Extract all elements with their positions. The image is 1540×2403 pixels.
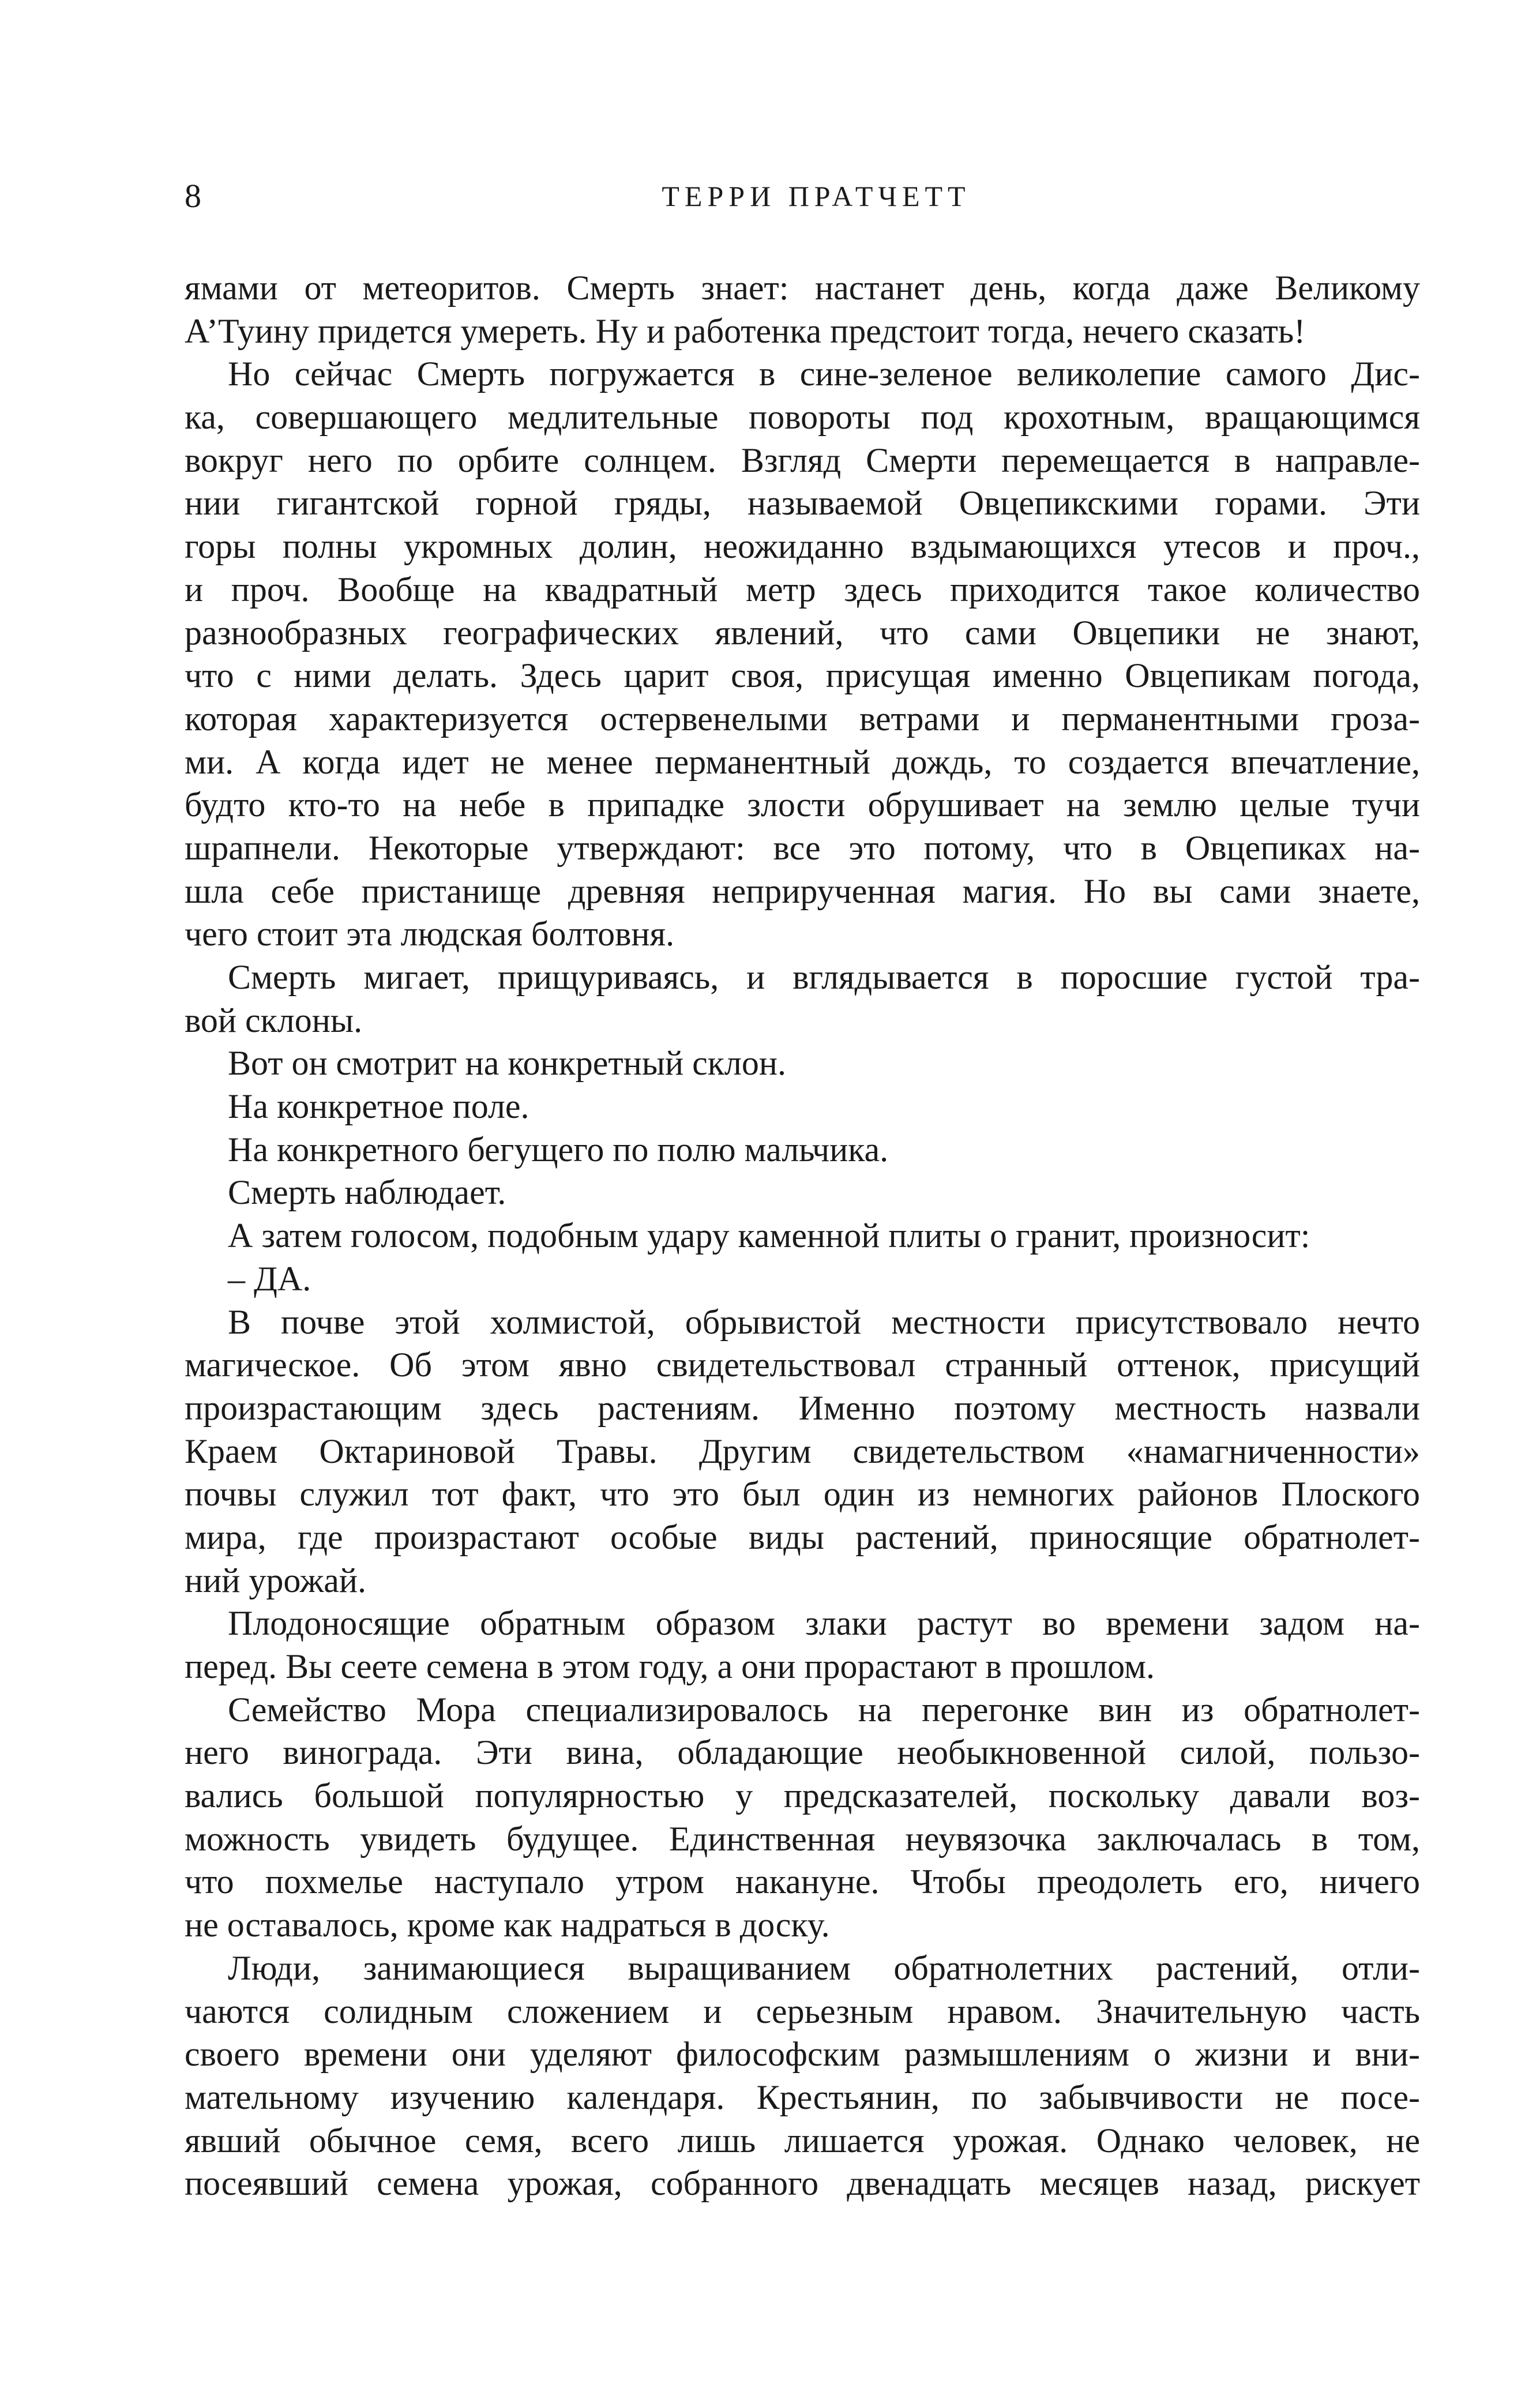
- text-line: ми. А когда идет не менее перманентный дождь, то создается впечатление,: [185, 742, 1420, 781]
- page-number: 8: [185, 177, 201, 215]
- text-line: перед. Вы сеете семена в этом году, а они прорастают в прошлом.: [185, 1647, 1155, 1685]
- text-line: нии гигантской горной гряды, называемой Овцепикскими горами. Эти: [185, 484, 1420, 523]
- text-line: ямами от метеоритов. Смерть знает: настанет день, когда даже Великому: [185, 269, 1420, 307]
- text-line: Вот он смотрит на конкретный склон.: [228, 1044, 786, 1083]
- text-line: Смерть наблюдает.: [228, 1173, 506, 1212]
- text-line: ний урожай.: [185, 1561, 367, 1600]
- text-line: которая характеризуется остервенелыми ветрами и перманентными гроза-: [185, 699, 1420, 738]
- text-line: произрастающим здесь растениям. Именно поэтому местность назвали: [185, 1388, 1420, 1427]
- text-line: чаются солидным сложением и серьезным нравом. Значительную часть: [185, 1992, 1420, 2030]
- text-line: ка, совершающего медлительные повороты под крохотным, вращающимся: [185, 398, 1420, 437]
- body-text: [185, 266, 1420, 2205]
- text-line: горы полны укромных долин, неожиданно вздымающихся утесов и проч.,: [185, 527, 1420, 566]
- text-line: А затем голосом, подобным удару каменной плиты о гранит, произносит:: [228, 1216, 1310, 1255]
- running-title: ТЕРРИ ПРАТЧЕТТ: [662, 180, 971, 212]
- paragraph: [185, 1688, 1420, 1947]
- text-line: А’Туину придется умереть. Ну и работенка предстоит тогда, нечего сказать!: [185, 311, 1306, 350]
- text-line: Но сейчас Смерть погружается в сине-зеленое великолепие самого Дис-: [228, 355, 1420, 393]
- paragraph: [185, 956, 1420, 1042]
- paragraph: [185, 352, 1420, 956]
- text-line: Люди, занимающиеся выращиванием обратнолетних растений, отли-: [228, 1948, 1420, 1987]
- text-line: почвы служил тот факт, что это был один из немногих районов Плоского: [185, 1475, 1420, 1514]
- text-line: своего времени они уделяют философским размышлениям о жизни и вни-: [185, 2035, 1420, 2074]
- text-line: посеявший семена урожая, собранного двенадцать месяцев назад, рискует: [185, 2164, 1420, 2203]
- paragraph: [185, 1214, 1420, 1257]
- paragraph: [185, 1947, 1420, 2205]
- text-line: можность увидеть будущее. Единственная неувязочка заключалась в том,: [185, 1819, 1420, 1858]
- text-line: разнообразных географических явлений, что сами Овцепики не знают,: [185, 613, 1420, 652]
- paragraph: [185, 1602, 1420, 1688]
- text-line: Краем Октариновой Травы. Другим свидетельством «намагниченности»: [185, 1432, 1420, 1470]
- text-line: шла себе пристанище древняя неприрученная магия. Но вы сами знаете,: [185, 872, 1420, 910]
- text-line: и проч. Вообще на квадратный метр здесь приходится такое количество: [185, 570, 1420, 609]
- text-line: что похмелье наступало утром накануне. Чтобы преодолеть его, ничего: [185, 1863, 1420, 1901]
- text-line: Плодоносящие обратным образом злаки растут во времени задом на-: [228, 1604, 1420, 1643]
- text-line: магическое. Об этом явно свидетельствовал странный оттенок, присущий: [185, 1346, 1420, 1384]
- text-line: На конкретного бегущего по полю мальчика.: [228, 1130, 889, 1169]
- paragraph: [185, 1042, 1420, 1085]
- text-line: На конкретное поле.: [228, 1087, 529, 1126]
- paragraph: [185, 1128, 1420, 1172]
- text-line: вались большой популярностью у предсказателей, поскольку давали воз-: [185, 1777, 1420, 1815]
- text-line: мательному изучению календаря. Крестьянин, по забывчивости не посе-: [185, 2078, 1420, 2116]
- paragraph: [185, 266, 1420, 352]
- text-line: явший обычное семя, всего лишь лишается урожая. Однако человек, не: [185, 2121, 1420, 2160]
- text-line: Смерть мигает, прищуриваясь, и вглядывается в поросшие густой тра-: [228, 958, 1420, 996]
- paragraph: [185, 1257, 1420, 1301]
- text-line: вой склоны.: [185, 1001, 363, 1039]
- text-line: мира, где произрастают особые виды растений, приносящие обратнолет-: [185, 1518, 1420, 1556]
- text-line: не оставалось, кроме как надраться в доску.: [185, 1906, 830, 1944]
- paragraph: [185, 1085, 1420, 1128]
- text-line: него винограда. Эти вина, обладающие необыкновенной силой, пользо-: [185, 1733, 1420, 1772]
- text-line: – ДА.: [228, 1259, 311, 1298]
- text-line: шрапнели. Некоторые утверждают: все это потому, что в Овцепиках на-: [185, 828, 1420, 867]
- text-line: В почве этой холмистой, обрывистой местности присутствовало нечто: [228, 1302, 1420, 1341]
- paragraph: [185, 1171, 1420, 1214]
- text-line: чего стоит эта людская болтовня.: [185, 915, 675, 953]
- text-line: будто кто-то на небе в припадке злости обрушивает на землю целые тучи: [185, 786, 1420, 824]
- text-line: что с ними делать. Здесь царит своя, присущая именно Овцепикам погода,: [185, 656, 1420, 695]
- text-line: Семейство Мора специализировалось на перегонке вин из обратнолет-: [228, 1690, 1420, 1729]
- paragraph: [185, 1301, 1420, 1602]
- text-line: вокруг него по орбите солнцем. Взгляд Смерти перемещается в направле-: [185, 441, 1420, 479]
